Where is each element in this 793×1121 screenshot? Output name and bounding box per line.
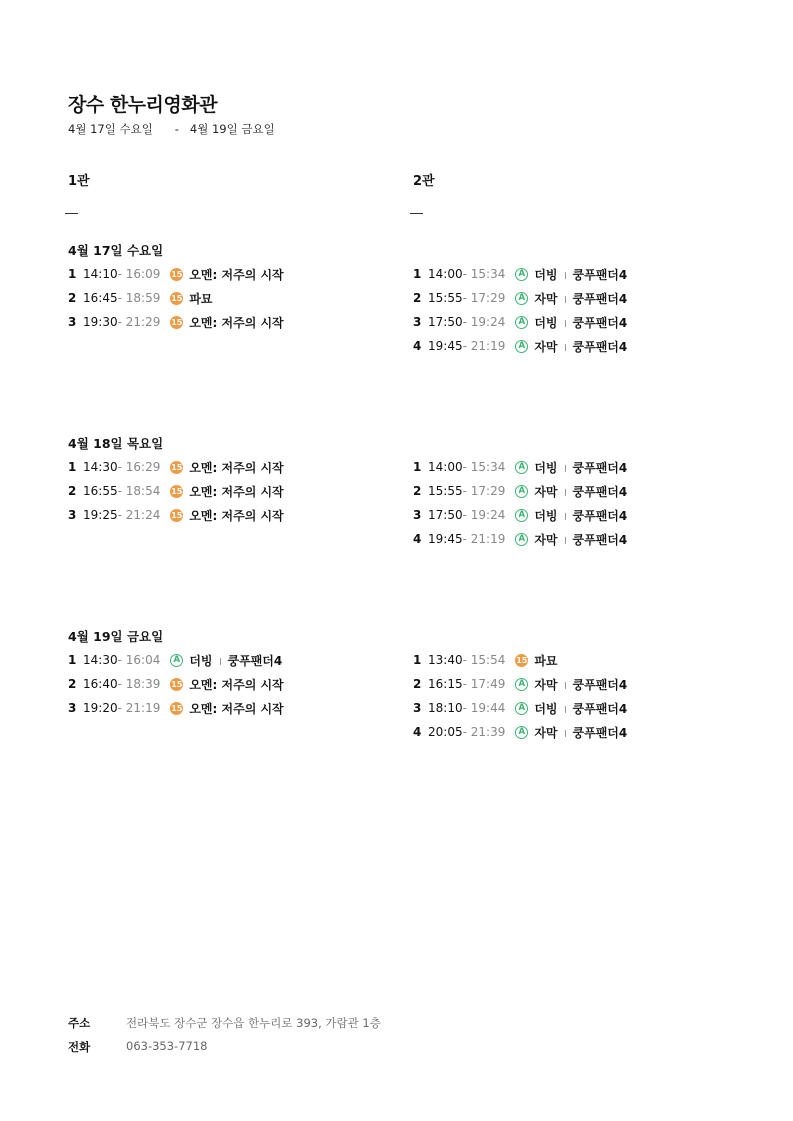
showtime-row[interactable] [413,672,733,696]
end-time-value: 21:39 [470,725,506,739]
showtime-row[interactable] [413,286,733,310]
start-time: 17:50 [428,508,463,522]
start-time: 19:25 [83,508,118,522]
movie-title: 쿵푸팬더4 [572,532,628,547]
start-time: 14:30 [83,653,118,667]
showtime-number: 1 [413,653,422,667]
end-time-value: 16:29 [125,460,161,474]
movie-title: 쿵푸팬더4 [572,508,628,523]
showtime-number: 2 [413,291,422,305]
showtime-row[interactable] [68,648,388,672]
start-time: 18:10 [428,701,463,715]
screening-format: 더빙 [534,508,558,523]
end-time-value: 15:34 [470,267,506,281]
movie-title: 쿵푸팬더4 [572,701,628,716]
screening-format: 더빙 [534,267,558,282]
end-time-value: 16:09 [125,267,161,281]
age-15-badge-icon: 15 [171,269,183,279]
showtime-number: 3 [68,701,77,715]
end-time-value: 19:44 [470,701,506,715]
age-15-badge-icon: 15 [171,317,183,327]
movie-title: 쿵푸팬더4 [572,339,628,354]
end-time-value: 15:34 [470,460,506,474]
format-separator [565,537,566,544]
showtime-row[interactable] [68,262,388,286]
movie-title: 쿵푸팬더4 [572,484,628,499]
end-time-value: 21:19 [470,339,506,353]
showtime-row[interactable] [413,310,733,334]
start-time: 13:40 [428,653,463,667]
movie-title: 오멘: 저주의 시작 [189,267,284,282]
end-time: - 15:34 [462,460,506,474]
showtime-row[interactable] [68,503,388,527]
start-time: 19:45 [428,339,463,353]
all-ages-badge-icon: A [515,509,528,522]
start-time: 19:30 [83,315,118,329]
all-ages-badge-icon: A [515,726,528,739]
age-15-badge-icon: 15 [171,486,183,496]
showtime-number: 2 [413,677,422,691]
address-value: 전라북도 장수군 장수읍 한누리로 393, 가람관 1층 [126,1016,381,1030]
end-time: - 16:04 [117,653,161,667]
showtime-row[interactable] [68,455,388,479]
movie-title: 오멘: 저주의 시작 [189,701,284,716]
end-time-value: 21:29 [125,315,161,329]
movie-title: 쿵푸팬더4 [572,677,628,692]
end-time: - 18:39 [117,677,161,691]
movie-title: 쿵푸팬더4 [572,315,628,330]
date-range [68,121,275,137]
showtime-row[interactable] [68,672,388,696]
phone-label: 전화 [68,1040,91,1054]
screening-format: 더빙 [534,315,558,330]
start-time: 16:15 [428,677,463,691]
end-time-value: 17:29 [470,484,506,498]
page-title: 장수 한누리영화관 [68,94,217,116]
all-ages-badge-icon: A [515,485,528,498]
screening-format: 자막 [534,339,558,354]
showtime-row[interactable] [413,503,733,527]
start-time: 19:20 [83,701,118,715]
showtime-number: 1 [68,460,77,474]
end-time: - 21:19 [462,532,506,546]
showtime-row[interactable] [413,648,733,672]
hall-1-showtimes [68,262,388,334]
showtime-row[interactable] [68,286,388,310]
showtime-row[interactable] [413,262,733,286]
all-ages-badge-icon: A [515,268,528,281]
movie-title: 쿵푸팬더4 [572,725,628,740]
hall-1-showtimes [68,648,388,720]
phone-value: 063-353-7718 [126,1039,208,1053]
day-heading: 4월 19일 금요일 [68,629,164,644]
age-15-badge-icon: 15 [516,655,528,665]
showtime-number: 3 [413,508,422,522]
end-time-value: 15:54 [470,653,506,667]
age-15-badge-icon: 15 [171,679,183,689]
age-15-badge-icon: 15 [171,462,183,472]
showtime-number: 1 [68,267,77,281]
end-time: - 16:29 [117,460,161,474]
movie-title: 파묘 [189,291,213,306]
end-time: - 19:44 [462,701,506,715]
start-time: 16:45 [83,291,118,305]
end-time-value: 18:54 [125,484,161,498]
age-15-badge-icon: 15 [171,293,183,303]
start-time: 14:10 [83,267,118,281]
movie-title: 쿵푸팬더4 [572,267,628,282]
end-time: - 19:24 [462,508,506,522]
all-ages-badge-icon: A [515,533,528,546]
hall-2-divider [410,213,423,214]
start-time: 15:55 [428,484,463,498]
screening-format: 자막 [534,677,558,692]
screening-format: 더빙 [534,460,558,475]
showtime-number: 3 [68,508,77,522]
end-time: - 17:49 [462,677,506,691]
movie-title: 오멘: 저주의 시작 [189,677,284,692]
showtime-number: 4 [413,532,422,546]
end-time: - 21:24 [117,508,161,522]
day-heading: 4월 17일 수요일 [68,243,164,258]
format-separator [565,320,566,327]
start-time: 14:00 [428,267,463,281]
start-time: 14:00 [428,460,463,474]
showtime-number: 1 [68,653,77,667]
screening-format: 자막 [534,291,558,306]
showtime-row[interactable] [413,479,733,503]
end-time-value: 18:39 [125,677,161,691]
all-ages-badge-icon: A [170,654,183,667]
showtime-number: 4 [413,725,422,739]
showtime-row[interactable] [68,479,388,503]
end-time: - 17:29 [462,291,506,305]
movie-title: 오멘: 저주의 시작 [189,460,284,475]
showtime-row[interactable] [68,310,388,334]
showtime-number: 2 [68,291,77,305]
end-time: - 16:09 [117,267,161,281]
format-separator [565,706,566,713]
movie-title: 쿵푸팬더4 [572,291,628,306]
all-ages-badge-icon: A [515,702,528,715]
end-time: - 18:59 [117,291,161,305]
showtime-row[interactable] [413,720,733,744]
screening-format: 자막 [534,725,558,740]
screening-format: 자막 [534,532,558,547]
showtime-number: 3 [413,315,422,329]
movie-title: 파묘 [534,653,558,668]
showtime-number: 2 [68,677,77,691]
hall-2-heading: 2관 [413,174,435,189]
end-time-value: 21:19 [470,532,506,546]
showtime-row[interactable] [68,696,388,720]
showtime-row[interactable] [413,527,733,551]
all-ages-badge-icon: A [515,461,528,474]
hall-1-divider [65,213,78,214]
end-time: - 17:29 [462,484,506,498]
end-time: - 19:24 [462,315,506,329]
date-range-dash: - [174,122,179,136]
movie-title: 쿵푸팬더4 [227,653,283,668]
hall-2-showtimes [413,455,733,551]
all-ages-badge-icon: A [515,678,528,691]
end-time-value: 17:29 [470,291,506,305]
movie-title: 쿵푸팬더4 [572,460,628,475]
date-range-from: 4월 17일 수요일 [68,122,153,136]
start-time: 20:05 [428,725,463,739]
movie-title: 오멘: 저주의 시작 [189,315,284,330]
showtime-number: 2 [413,484,422,498]
showtime-number: 1 [413,267,422,281]
format-separator [565,682,566,689]
start-time: 16:40 [83,677,118,691]
format-separator [565,296,566,303]
day-heading: 4월 18일 목요일 [68,436,164,451]
end-time-value: 21:24 [125,508,161,522]
start-time: 16:55 [83,484,118,498]
format-separator [220,658,221,665]
end-time-value: 16:04 [125,653,161,667]
screening-format: 더빙 [534,701,558,716]
end-time: - 18:54 [117,484,161,498]
address-label: 주소 [68,1016,91,1030]
format-separator [565,513,566,520]
end-time-value: 17:49 [470,677,506,691]
format-separator [565,344,566,351]
format-separator [565,730,566,737]
screening-format: 더빙 [189,653,213,668]
start-time: 17:50 [428,315,463,329]
all-ages-badge-icon: A [515,340,528,353]
end-time: - 15:34 [462,267,506,281]
movie-title: 오멘: 저주의 시작 [189,484,284,499]
movie-title: 오멘: 저주의 시작 [189,508,284,523]
age-15-badge-icon: 15 [171,703,183,713]
end-time: - 15:54 [462,653,506,667]
showtime-row[interactable] [413,334,733,358]
date-range-to: 4월 19일 금요일 [189,122,275,136]
end-time: - 21:39 [462,725,506,739]
format-separator [565,272,566,279]
showtime-number: 2 [68,484,77,498]
start-time: 19:45 [428,532,463,546]
all-ages-badge-icon: A [515,292,528,305]
start-time: 15:55 [428,291,463,305]
hall-1-showtimes [68,455,388,527]
end-time-value: 21:19 [125,701,161,715]
showtime-number: 3 [68,315,77,329]
end-time-value: 19:24 [470,315,506,329]
hall-2-showtimes [413,648,733,744]
age-15-badge-icon: 15 [171,510,183,520]
all-ages-badge-icon: A [515,316,528,329]
end-time: - 21:19 [117,701,161,715]
showtime-number: 4 [413,339,422,353]
showtime-number: 1 [413,460,422,474]
hall-1-heading: 1관 [68,174,90,189]
showtime-row[interactable] [413,455,733,479]
start-time: 14:30 [83,460,118,474]
format-separator [565,489,566,496]
end-time: - 21:29 [117,315,161,329]
screening-format: 자막 [534,484,558,499]
end-time: - 21:19 [462,339,506,353]
format-separator [565,465,566,472]
end-time-value: 18:59 [125,291,161,305]
hall-2-showtimes [413,262,733,358]
showtime-row[interactable] [413,696,733,720]
showtime-number: 3 [413,701,422,715]
end-time-value: 19:24 [470,508,506,522]
